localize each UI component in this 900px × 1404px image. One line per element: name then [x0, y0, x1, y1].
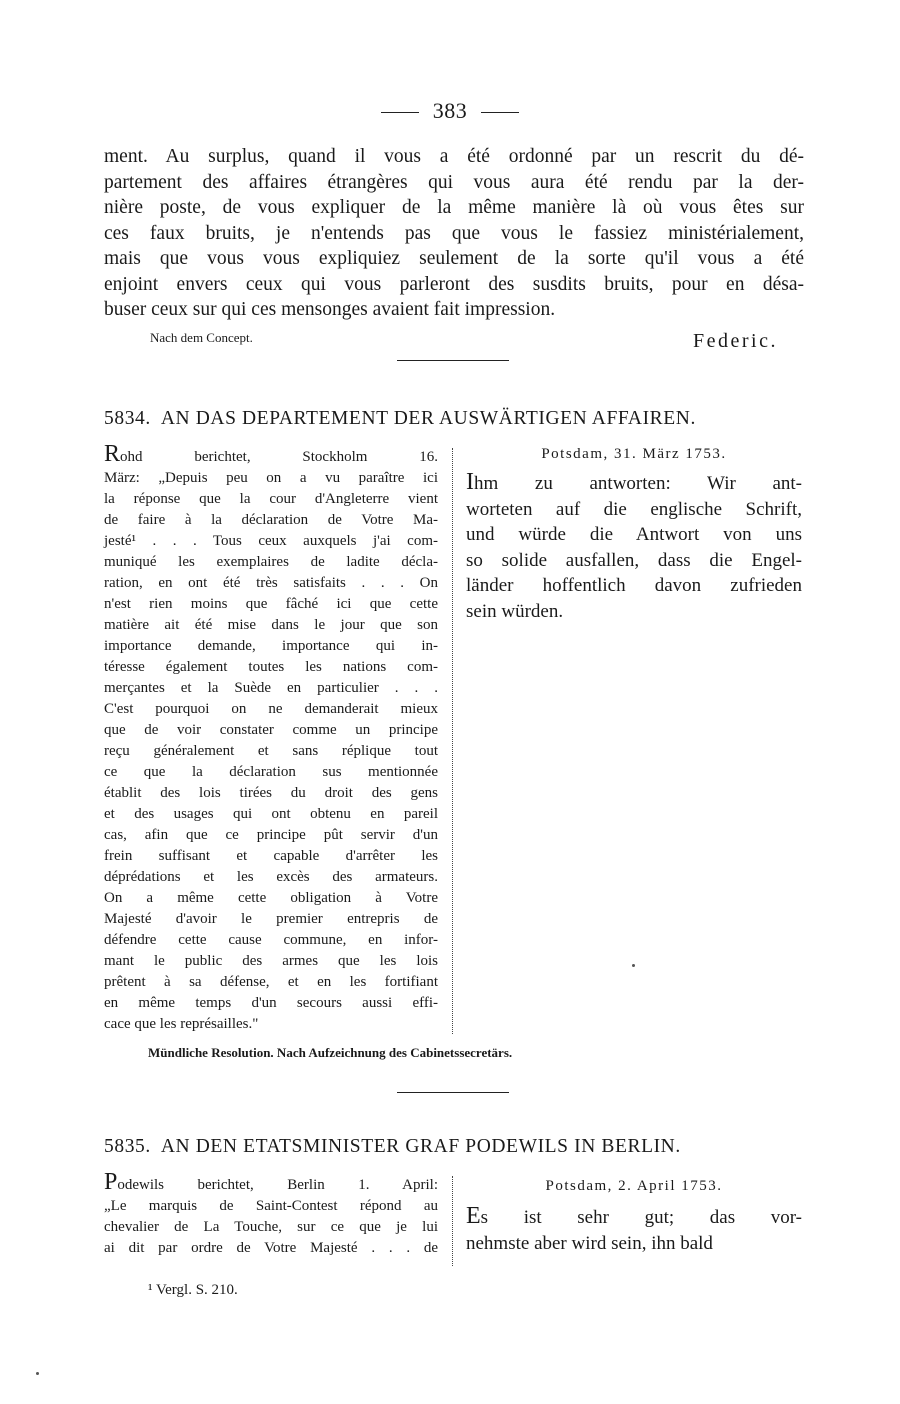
text-line: reçu généralement et sans réplique tout [104, 743, 438, 759]
text-line: Podewils berichtet, Berlin 1. April: [104, 1169, 438, 1195]
prev-letter-paragraph [104, 144, 804, 323]
text-line: cace que les représailles." [104, 1016, 259, 1032]
doc-5834-report-column [104, 441, 438, 1035]
resolution-note: Mündliche Resolution. Nach Aufzeichnung des Cabinetssecretärs. [148, 1045, 513, 1060]
text-line: matière ait été mise dans le jour que son [104, 617, 438, 633]
text-line: la réponse que la cour d'Angleterre vient [104, 491, 438, 507]
dateline: Potsdam, 31. März 1753. [541, 446, 727, 462]
speck [36, 1372, 39, 1375]
text-line: partement des affaires étrangères qui vous aura été rendu par la der- [104, 171, 804, 193]
page-number-dash-left [381, 112, 419, 113]
doc-title: AN DAS DEPARTEMENT DER AUSWÄRTIGEN AFFAIREN. [160, 408, 696, 429]
signature: Federic. [693, 330, 778, 352]
doc-5835-report-column [104, 1169, 438, 1259]
text-line: nehmste aber wird sein, ihn bald [466, 1232, 713, 1254]
text-line: n'est rien moins que fâché ici que cette [104, 596, 438, 612]
drop-cap: I [466, 469, 474, 495]
text-line: Majesté d'avoir le premier entrepris de [104, 911, 438, 927]
section-rule [397, 1092, 509, 1093]
doc-5834-reply-column [466, 470, 802, 624]
text-line: de faire à la déclaration de Votre Ma- [104, 512, 438, 528]
doc-5835-reply-column [466, 1204, 802, 1256]
text-line: C'est pourquoi on ne demanderait mieux [104, 701, 438, 717]
text-line: merçantes et la Suède en particulier . . . [104, 680, 438, 696]
doc-5834-heading [104, 408, 804, 430]
text-line: nière poste, de vous expliquer de la même manière là où vous êtes sur [104, 197, 804, 218]
text-line: ce que la déclaration sus mentionnée [104, 764, 438, 780]
text-line: défendre cette cause commune, en infor- [104, 932, 438, 948]
text-line: sein würden. [466, 600, 564, 622]
text-line: muniqué les exemplaires de ladite décla- [104, 554, 438, 570]
text-line: cas, afin que ce principe pût servir d'un [104, 827, 438, 843]
text-line: téresse également toutes les nations com- [104, 659, 438, 675]
text-line: jesté¹ . . . Tous ceux auxquels j'ai com- [104, 533, 438, 549]
text-line: Es ist sehr gut; das vor- [466, 1203, 802, 1229]
text-line: que de voir constater comme un principe [104, 722, 438, 738]
dateline: Potsdam, 2. April 1753. [545, 1178, 723, 1194]
text-line: worteten auf die englische Schrift, [466, 498, 802, 520]
footnote: ¹ Vergl. S. 210. [148, 1282, 238, 1298]
text-line: ration, en ont été très satisfaits . . . On [104, 575, 438, 591]
text-line: Ihm zu antworten: Wir ant- [466, 469, 802, 495]
text-line: chevalier de La Touche, sur ce que je lui [104, 1219, 438, 1235]
text-line: prêtent à sa défense, et en les fortifiant [104, 974, 438, 990]
column-divider [452, 448, 453, 1034]
drop-cap: P [104, 1169, 118, 1195]
text-line: ces faux bruits, je n'entends pas que vous le fassiez ministérialement, [104, 222, 804, 244]
text-line: ai dit par ordre de Votre Majesté . . . de [104, 1240, 438, 1256]
doc-number: 5835. [104, 1136, 151, 1157]
text-line: On a même cette obligation à Votre [104, 890, 438, 906]
text-line: établit des lois tirées du droit des gens [104, 785, 438, 801]
text-line: frein suffisant et capable d'arrêter les [104, 848, 438, 864]
page-number-line [0, 98, 900, 124]
text-line: buser ceux sur qui ces mensonges avaient fait impression. [104, 299, 556, 320]
page-number: 383 [432, 98, 468, 123]
text-line: mais que vous vous expliquiez seulement de la sorte qu'il vous a été [104, 248, 804, 269]
text-line: et des usages qui ont obtenu en pareil [104, 806, 438, 822]
section-rule [397, 360, 509, 361]
doc-5835-heading [104, 1136, 804, 1158]
text-line: und würde die Antwort von uns [466, 524, 802, 545]
page-number-dash-right [481, 112, 519, 113]
text-line: déprédations et les excès des armateurs. [104, 869, 438, 885]
text-line: mant le public des armes que les lois [104, 953, 438, 969]
drop-cap: E [466, 1203, 481, 1229]
text-line: importance demande, importance qui in- [104, 638, 438, 654]
doc-title: AN DEN ETATSMINISTER GRAF PODEWILS IN BERLIN. [160, 1136, 681, 1157]
drop-cap: R [104, 441, 121, 467]
text-line: März: „Depuis peu on a vu paraître ici [104, 470, 438, 486]
text-line: enjoint envers ceux qui vous parleront des susdits bruits, pour en désa- [104, 273, 804, 295]
text-line: länder hoffentlich davon zufrieden [466, 575, 802, 596]
text-line: ment. Au surplus, quand il vous a été ordonné par un rescrit du dé- [104, 146, 804, 167]
speck [632, 964, 635, 967]
text-line: so solide ausfallen, dass die Engel- [466, 549, 802, 571]
column-divider [452, 1176, 453, 1266]
source-note: Nach dem Concept. [150, 330, 253, 345]
text-line: en même temps d'un secours aussi effi- [104, 995, 438, 1011]
text-line: „Le marquis de Saint-Contest répond au [104, 1198, 438, 1214]
text-line: Rohd berichtet, Stockholm 16. [104, 441, 438, 467]
doc-number: 5834. [104, 408, 151, 429]
